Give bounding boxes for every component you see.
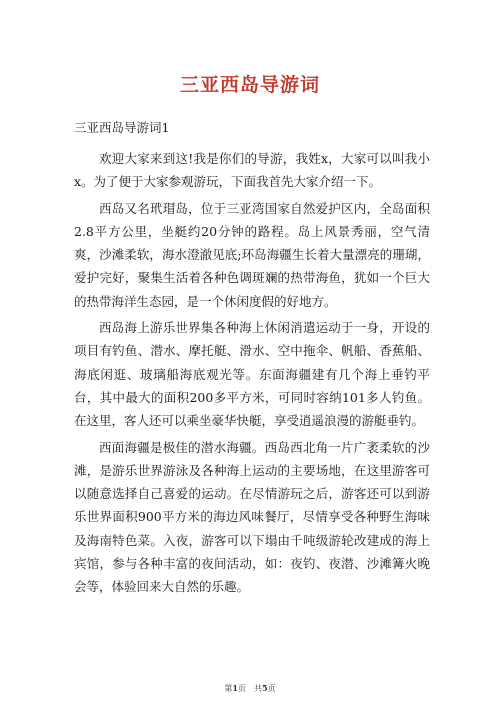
document-title: 三亚西岛导游词 [179, 74, 320, 96]
footer-page-total: 5 [262, 683, 268, 693]
page-footer [0, 683, 500, 694]
paragraph-island-intro: 西岛又名玳瑁岛，位于三亚湾国家自然爱护区内，全岛面积2.8平方公里，坐艇约20分钟的路程。岛上风景秀丽，空气清爽，沙滩柔软，海水澄澈见底;环岛海疆生长着大量漂亮的珊瑚，爱护完好，聚集生活着各种色调斑斓的热带海鱼，犹如一个巨大的热带海洋生态园，是一个休闲度假的好地方。 [74, 200, 430, 309]
section-subheading: 三亚西岛导游词1 [74, 120, 170, 135]
paragraph-water-sports: 西岛海上游乐世界集各种海上休闲消遣运动于一身，开设的项目有钓鱼、潜水、摩托艇、滑水、空中拖伞、帆船、香蕉船、海底闲逛、玻璃船海底观光等。东面海疆建有几个海上垂钓平台，其中最大的面积200多平方米，可同时容纳101多人钓鱼。在这里，客人还可以乘坐豪华快艇，享受逍遥浪漫的游艇垂钓。 [74, 320, 430, 429]
footer-suffix: 页 [267, 684, 276, 693]
document-body [74, 118, 430, 602]
footer-middle: 页 共 [238, 684, 262, 693]
paragraph-welcome: 欢迎大家来到这!我是你们的导游，我姓x，大家可以叫我小x。为了便于大家参观游玩，下面我首先大家介绍一下。 [74, 151, 430, 190]
footer-page-current: 1 [232, 683, 238, 693]
footer-prefix: 第 [224, 684, 233, 693]
paragraph-diving-and-night: 西面海疆是极佳的潜水海疆。西岛西北角一片广袤柔软的沙滩，是游乐世界游泳及各种海上运动的主要场地，在这里游客可以随意选择自己喜爱的运动。在尽情游玩之后，游客还可以到游乐世界面积900平方米的海边风味餐厅，尽情享受各种野生海味及海南特色菜。入夜，游客可以下塌由千吨级游轮改建成的海上宾馆，参与各种丰富的夜间活动，如：夜钓、夜潜、沙滩篝火晚会等，体验回来大自然的乐趣。 [74, 439, 430, 595]
